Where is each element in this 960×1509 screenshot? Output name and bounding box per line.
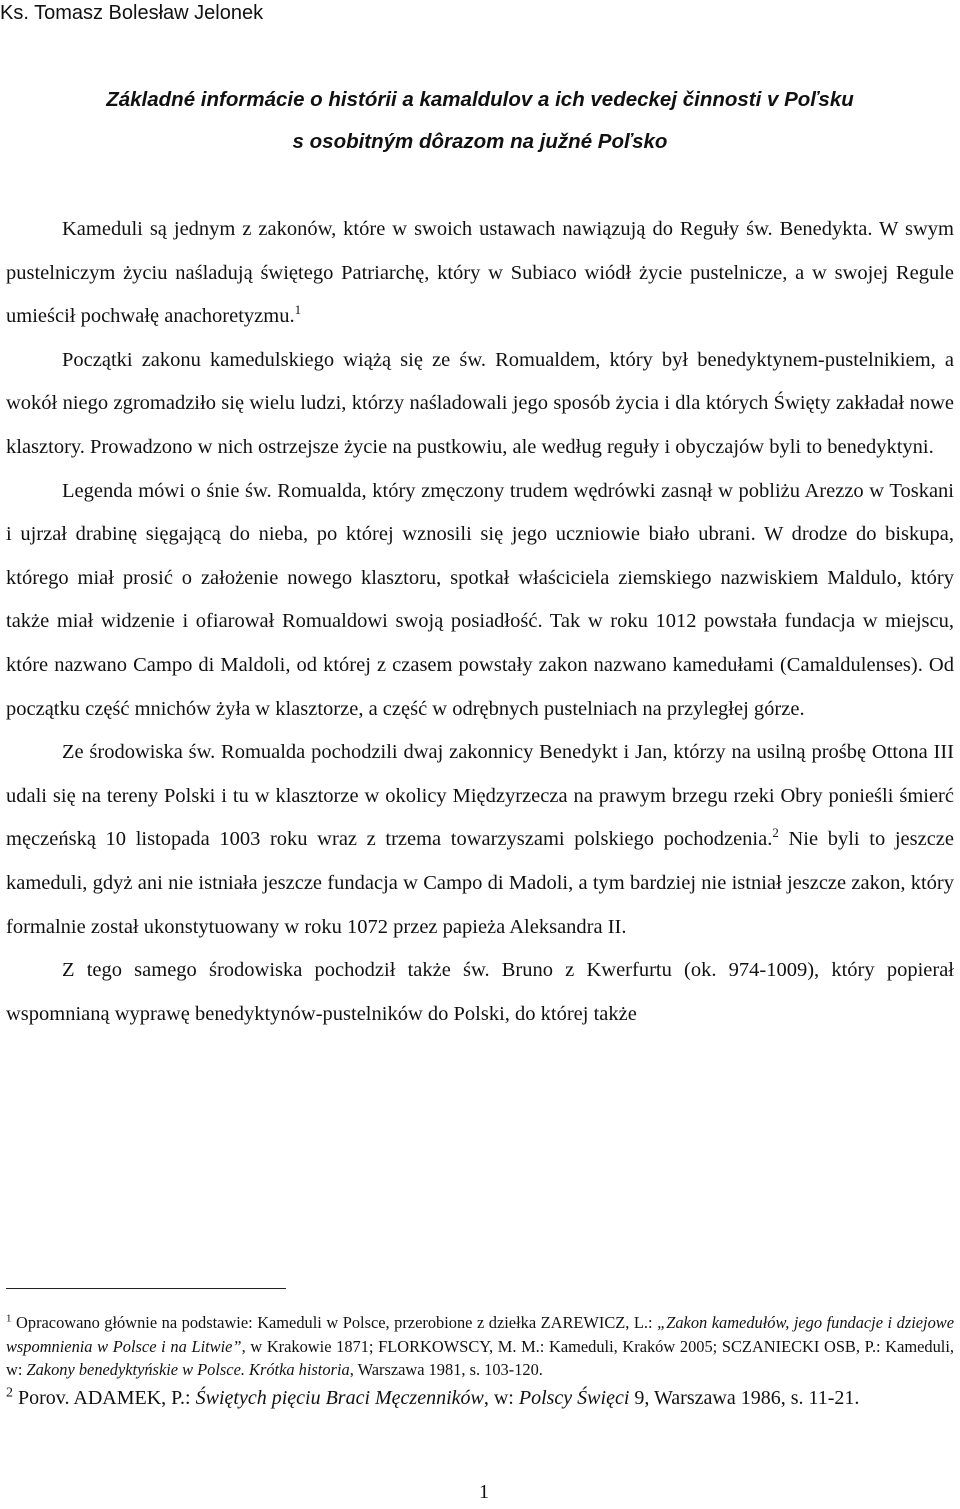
footnote-text-italic: Polscy Święci	[518, 1386, 630, 1409]
footnote-text-italic: Świętych pięciu Braci Męczenników	[195, 1386, 484, 1409]
paragraph	[6, 208, 954, 339]
footnote-1	[6, 1311, 954, 1382]
page-number	[0, 1480, 960, 1504]
footnote-text: 9, Warszawa 1986, s. 11-21.	[629, 1386, 860, 1409]
footnote-reference: 2	[772, 825, 779, 841]
footnote-marker: 1	[6, 1312, 12, 1325]
footnote-2	[6, 1383, 954, 1413]
paragraph-text: Kameduli są jednym z zakonów, które w swoich ustawach nawiązują do Reguły św. Benedykta. W swym pustelniczym życiu naśladują świętego Patriarchę, który w Subiaco wiódł życie pustelnicze, a w swojej Regule umieścił pochwałę anachoretyzmu.	[6, 218, 954, 328]
footnote-text: Porov. ADAMEK, P.:	[13, 1386, 196, 1409]
paragraph	[6, 470, 954, 732]
footnote-text-italic: „Zakon kamedułów, jego fundacje i dziejowe wspomnienia w Polsce i na Litwie”	[6, 1313, 954, 1356]
paragraph	[6, 949, 954, 1036]
footnote-text: , Warszawa 1981, s. 103-120.	[349, 1360, 543, 1379]
paragraph-text: Z tego samego środowiska pochodził także św. Bruno z Kwerfurtu (ok. 974-1009), który popierał wspomnianą wyprawę benedyktynów-pustelników do Polski, do której także	[6, 959, 954, 1025]
author-name: Ks. Tomasz Bolesław Jelonek	[0, 2, 264, 24]
footnote-reference: 1	[294, 302, 302, 318]
paragraph	[6, 731, 954, 949]
footnote-text: , w Krakowie 1871; FLORKOWSCY, M. M.: Kameduli, Kraków 2005; SCZANIECKI OSB, P.: Kameduli, w:	[6, 1336, 954, 1379]
footnote-separator	[6, 1288, 286, 1289]
footnote-text-italic: Zakony benedyktyńskie w Polsce. Krótka historia	[26, 1360, 350, 1379]
footnote-text: , w:	[483, 1386, 519, 1409]
page-number-text: 1	[479, 1481, 489, 1503]
document-title-line-2: s osobitným dôrazom na južné Poľsko	[292, 130, 668, 153]
paragraph-text: Początki zakonu kamedulskiego wiążą się ze św. Romualdem, który był benedyktynem-pustelnikiem, a wokół niego zgromadziło się wielu ludzi, którzy naśladowali jego sposób życia i dla których Święty zakładał nowe klasztory. Prowadzono w nich ostrzejsze życie na pustkowiu, ale według reguły i obyczajów byli to benedyktyni.	[6, 348, 954, 458]
paragraph-text: Legenda mówi o śnie św. Romualda, który zmęczony trudem wędrówki zasnął w pobliżu Arezzo w Toskani i ujrzał drabinę sięgającą do nieba, po której wznosili się jego uczniowie biało ubrani. W drodze do biskupa, którego miał prosić o założenie nowego klasztoru, spotkał właściciela ziemskiego nazwiskiem Maldulo, który także miał widzenie i ofiarował Romualdowi swoją posiadłość. Tak w roku 1012 powstała fundacja w miejscu, które nazwano Campo di Maldoli, od której z czasem powstały zakon nazwano kamedułami (Camaldulenses). Od początku część mnichów żyła w klasztorze, a część w odrębnych pustelniach na przyległej górze.	[6, 479, 954, 720]
paragraph-text: Nie byli to jeszcze kameduli, gdyż ani nie istniała jeszcze fundacja w Campo di Madoli, a tym bardziej nie istniał jeszcze zakon, który formalnie został ukonstytuowany w roku 1072 przez papieża Aleksandra II.	[6, 828, 954, 938]
paragraph-text: Ze środowiska św. Romualda pochodzili dwaj zakonnicy Benedykt i Jan, którzy na usilną prośbę Ottona III udali się na tereny Polski i tu w klasztorze w okolicy Międzyrzecza na prawym brzegu rzeki Obry ponieśli śmierć męczeńską 10 listopada 1003 roku wraz z trzema towarzyszami polskiego pochodzenia.	[6, 741, 954, 851]
paragraph	[6, 339, 954, 470]
footnote-marker: 2	[6, 1384, 13, 1400]
body-text	[6, 208, 954, 1036]
footnotes	[6, 1311, 954, 1413]
footnote-text: Opracowano głównie na podstawie: Kameduli w Polsce, przerobione z dziełka ZAREWICZ, L.:	[11, 1313, 658, 1332]
document-title-line-1: Základné informácie o histórii a kamaldulov a ich vedeckej činnosti v Poľsku	[106, 88, 854, 111]
